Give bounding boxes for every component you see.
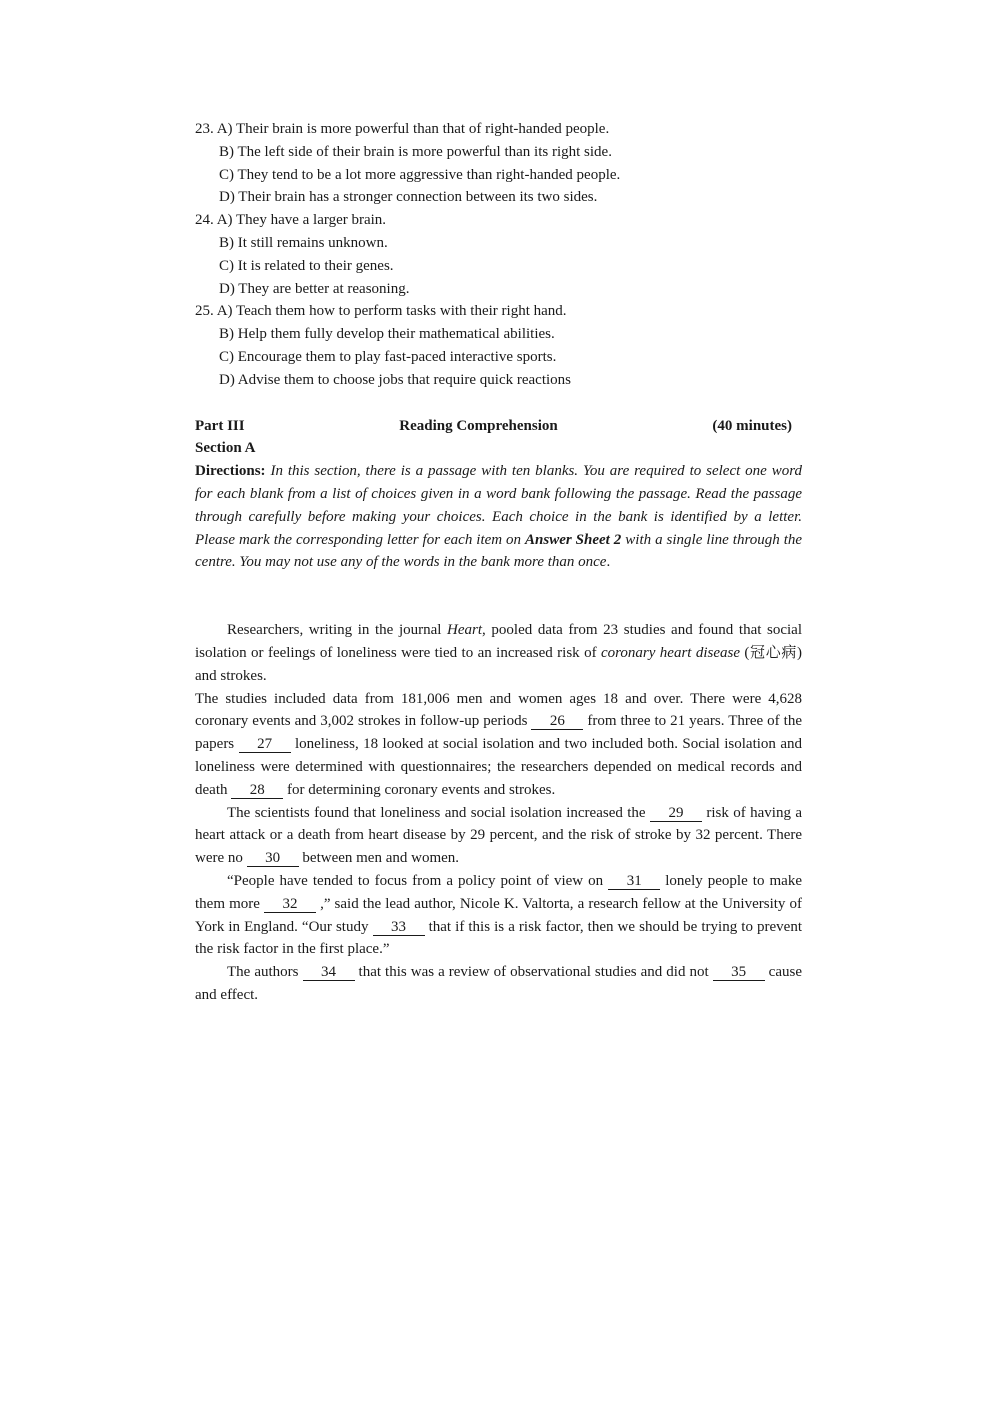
journal-name: Heart xyxy=(447,622,483,639)
passage xyxy=(195,619,802,1007)
passage-paragraph: Researchers, writing in the journal Heart, pooled data from 23 studies and found that social isolation or feelings of loneliness were tied to an increased risk of coronary heart disease (冠心病) and strokes. xyxy=(195,622,802,684)
blank-33: 33 xyxy=(373,919,425,936)
part-label: Part III xyxy=(195,417,245,434)
question-option: 23. A) Their brain is more powerful than that of right-handed people. xyxy=(195,121,610,137)
question-option: D) Their brain has a stronger connection between its two sides. xyxy=(219,189,598,206)
question-option: 24. A) They have a larger brain. xyxy=(195,212,387,229)
exam-page xyxy=(195,118,802,1007)
directions-label: Directions: xyxy=(195,463,266,480)
blank-29: 29 xyxy=(650,805,702,822)
blank-32: 32 xyxy=(264,896,316,913)
passage-paragraph: The authors 34 that this was a review of observational studies and did not 35 cause and effect. xyxy=(195,964,802,1003)
question-24 xyxy=(195,209,802,300)
passage-paragraph: The scientists found that loneliness and social isolation increased the 29 risk of having a heart attack or a death from heart disease by 29 percent, and the risk of stroke by 32 percent. There were no 30 between men and women. xyxy=(195,804,802,867)
blank-26: 26 xyxy=(531,713,583,730)
blank-30: 30 xyxy=(247,850,299,867)
blank-35: 35 xyxy=(713,964,765,981)
question-option: C) It is related to their genes. xyxy=(219,257,394,274)
part-header xyxy=(195,415,802,438)
passage-paragraph: The studies included data from 181,006 men and women ages 18 and over. There were 4,628 coronary events and 3,002 strokes in follow-up periods 26 from three to 21 years. Three of the papers 27 loneliness, 18 looked at social isolation and two included both. Social isolation and loneliness were determined with questionnaires; the researchers depended on medical records and death 28 for determining coronary events and strokes. xyxy=(195,690,802,798)
part-title: Reading Comprehension xyxy=(399,417,558,434)
blank-34: 34 xyxy=(303,964,355,981)
blank-27: 27 xyxy=(239,736,291,753)
question-25 xyxy=(195,300,802,391)
directions: Directions: In this section, there is a passage with ten blanks. You are required to select one word for each blank from a list of choices given in a word bank following the passage. Read the passage through carefully before making your choices. Each choice in the bank is identified by a letter. Please mark the corresponding letter for each item on Answer Sheet 2 with a single line through the centre. You may not use any of the words in the bank more than once. xyxy=(195,463,803,571)
part-time: (40 minutes) xyxy=(712,417,792,434)
question-23 xyxy=(195,118,802,209)
section-title: Section A xyxy=(195,440,256,457)
answer-sheet-ref: Answer Sheet 2 xyxy=(525,531,622,548)
question-option: C) They tend to be a lot more aggressive than right-handed people. xyxy=(219,166,621,183)
question-option: D) Advise them to choose jobs that require quick reactions xyxy=(219,371,571,388)
passage-paragraph: “People have tended to focus from a policy point of view on 31 lonely people to make them more 32 ,” said the lead author, Nicole K. Valtorta, a research fellow at the University of York in England. “Our study 33 that if this is a risk factor, then we should be trying to prevent the risk factor in the first place.” xyxy=(195,872,802,958)
blank-31: 31 xyxy=(608,873,660,890)
question-option: B) Help them fully develop their mathematical abilities. xyxy=(219,326,555,343)
question-option: B) It still remains unknown. xyxy=(219,234,388,251)
question-option: D) They are better at reasoning. xyxy=(219,280,410,297)
question-option: 25. A) Teach them how to perform tasks with their right hand. xyxy=(195,303,567,320)
question-number: 25. xyxy=(195,303,214,320)
question-option: C) Encourage them to play fast-paced interactive sports. xyxy=(219,348,557,365)
question-option: B) The left side of their brain is more powerful than its right side. xyxy=(219,143,612,160)
question-number: 23. xyxy=(195,121,214,137)
question-number: 24. xyxy=(195,212,214,229)
blank-28: 28 xyxy=(231,782,283,799)
